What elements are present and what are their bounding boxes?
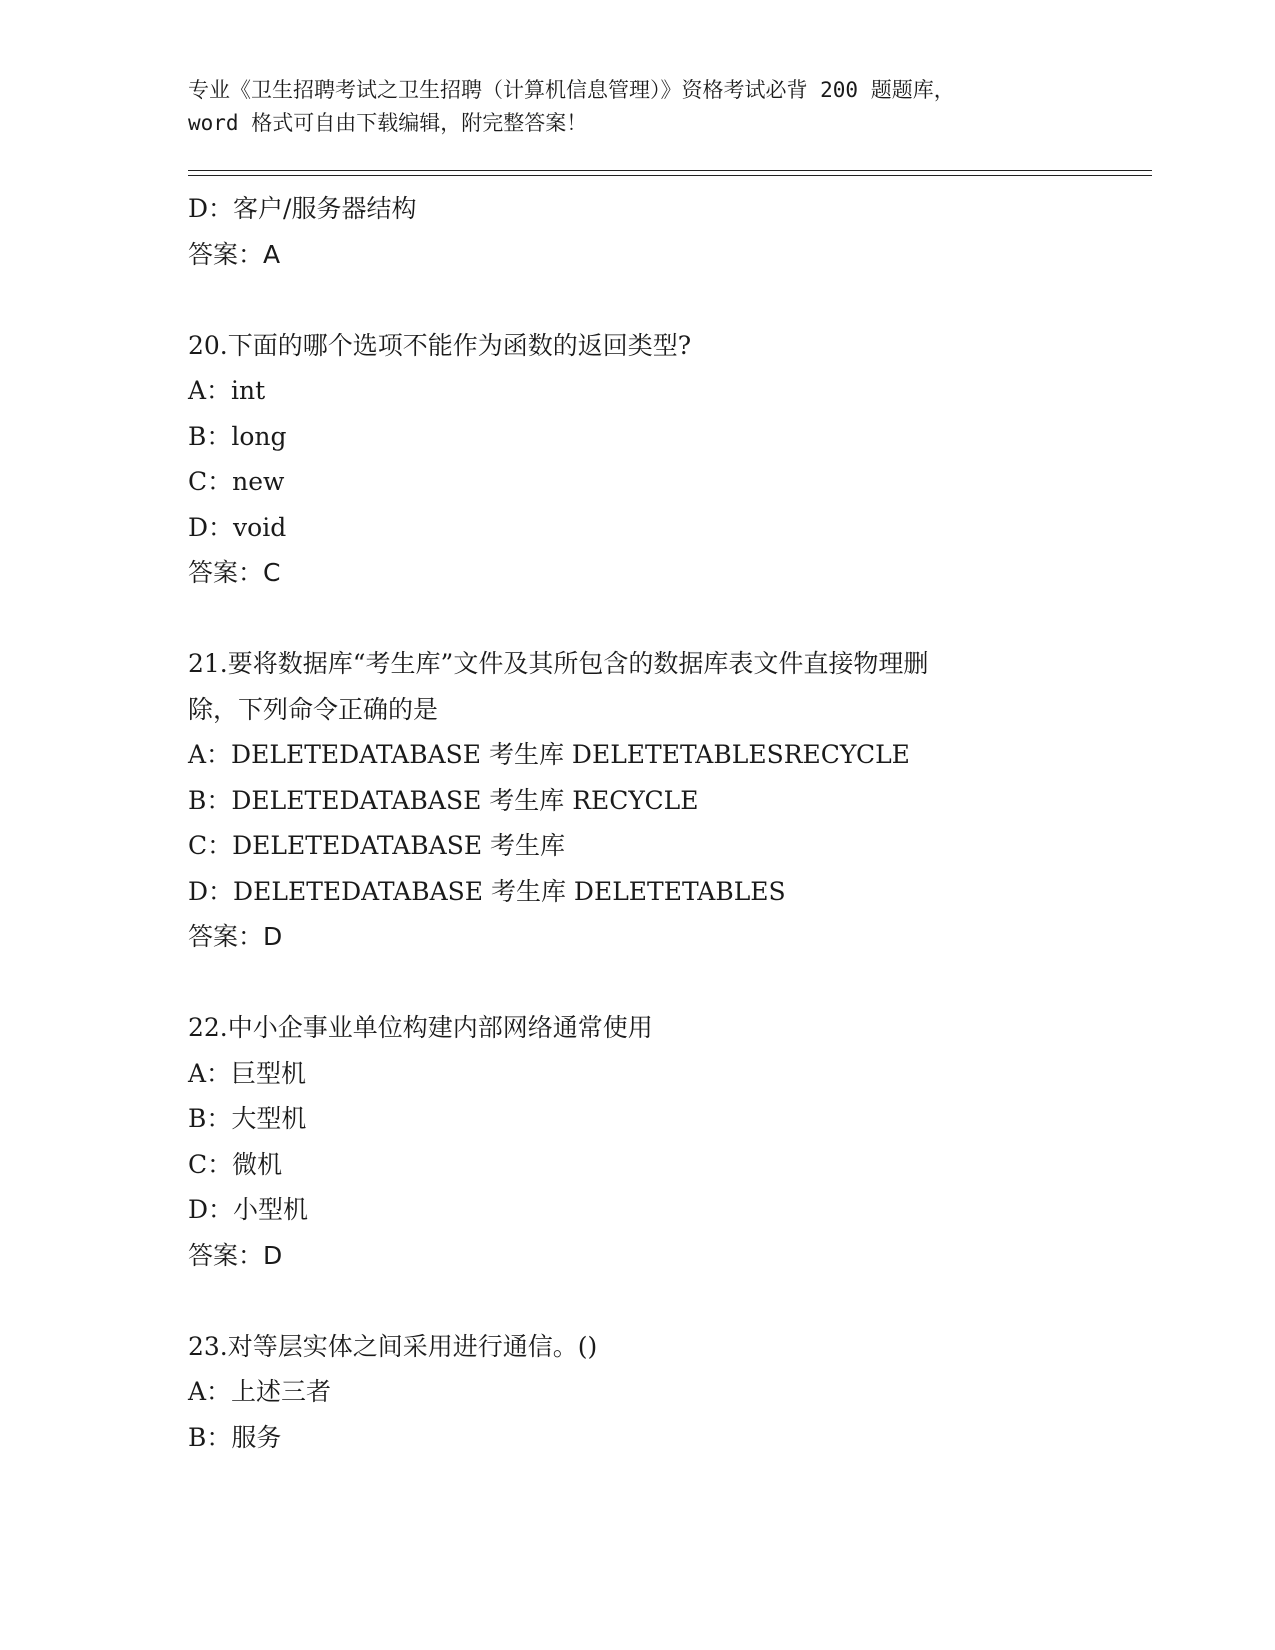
option-a: A：int [188, 376, 266, 405]
answer: 答案：C [188, 558, 281, 587]
option-a: A：上述三者 [188, 1377, 332, 1406]
option-d: D：客户/服务器结构 [188, 194, 417, 223]
option-d: D：void [188, 512, 287, 542]
option-b: B：服务 [188, 1422, 282, 1452]
option-d: D：DELETEDATABASE 考生库 DELETETABLES [188, 876, 786, 906]
header-title-line-1: 专业《卫生招聘考试之卫生招聘（计算机信息管理）》资格考试必背 200 题题库， [188, 78, 955, 102]
option-c: C：微机 [188, 1149, 283, 1179]
option-b: B：long [188, 421, 287, 451]
answer: 答案：D [188, 1240, 283, 1270]
option-b: B：大型机 [188, 1104, 307, 1133]
question-stem: 23.对等层实体之间采用进行通信。() [188, 1331, 598, 1361]
header-divider-top [188, 170, 1152, 171]
answer: 答案：D [188, 922, 283, 951]
option-c: C：DELETEDATABASE 考生库 [188, 831, 566, 860]
question-stem: 22.中小企事业单位构建内部网络通常使用 [188, 1013, 653, 1042]
option-a: A：巨型机 [188, 1058, 307, 1088]
header-divider-bottom [188, 175, 1152, 176]
option-c: C：new [188, 467, 285, 496]
question-20 [188, 323, 1088, 596]
question-list [188, 186, 1088, 1460]
question-stem: 21.要将数据库“考生库”文件及其所包含的数据库表文件直接物理删 [188, 649, 929, 678]
answer: 答案：A [188, 239, 281, 269]
option-d: D：小型机 [188, 1195, 309, 1224]
option-a: A：DELETEDATABASE 考生库 DELETETABLESRECYCLE [188, 740, 910, 769]
question-stem-continued: 除，下列命令正确的是 [188, 694, 439, 724]
question-21 [188, 641, 1088, 960]
document-header [188, 74, 1088, 140]
header-title-line-2: word 格式可自由下载编辑，附完整答案！ [188, 111, 588, 135]
question-23 [188, 1324, 1088, 1461]
option-b: B：DELETEDATABASE 考生库 RECYCLE [188, 785, 699, 815]
question-stem: 20.下面的哪个选项不能作为函数的返回类型? [188, 330, 692, 360]
question-22 [188, 1005, 1088, 1278]
